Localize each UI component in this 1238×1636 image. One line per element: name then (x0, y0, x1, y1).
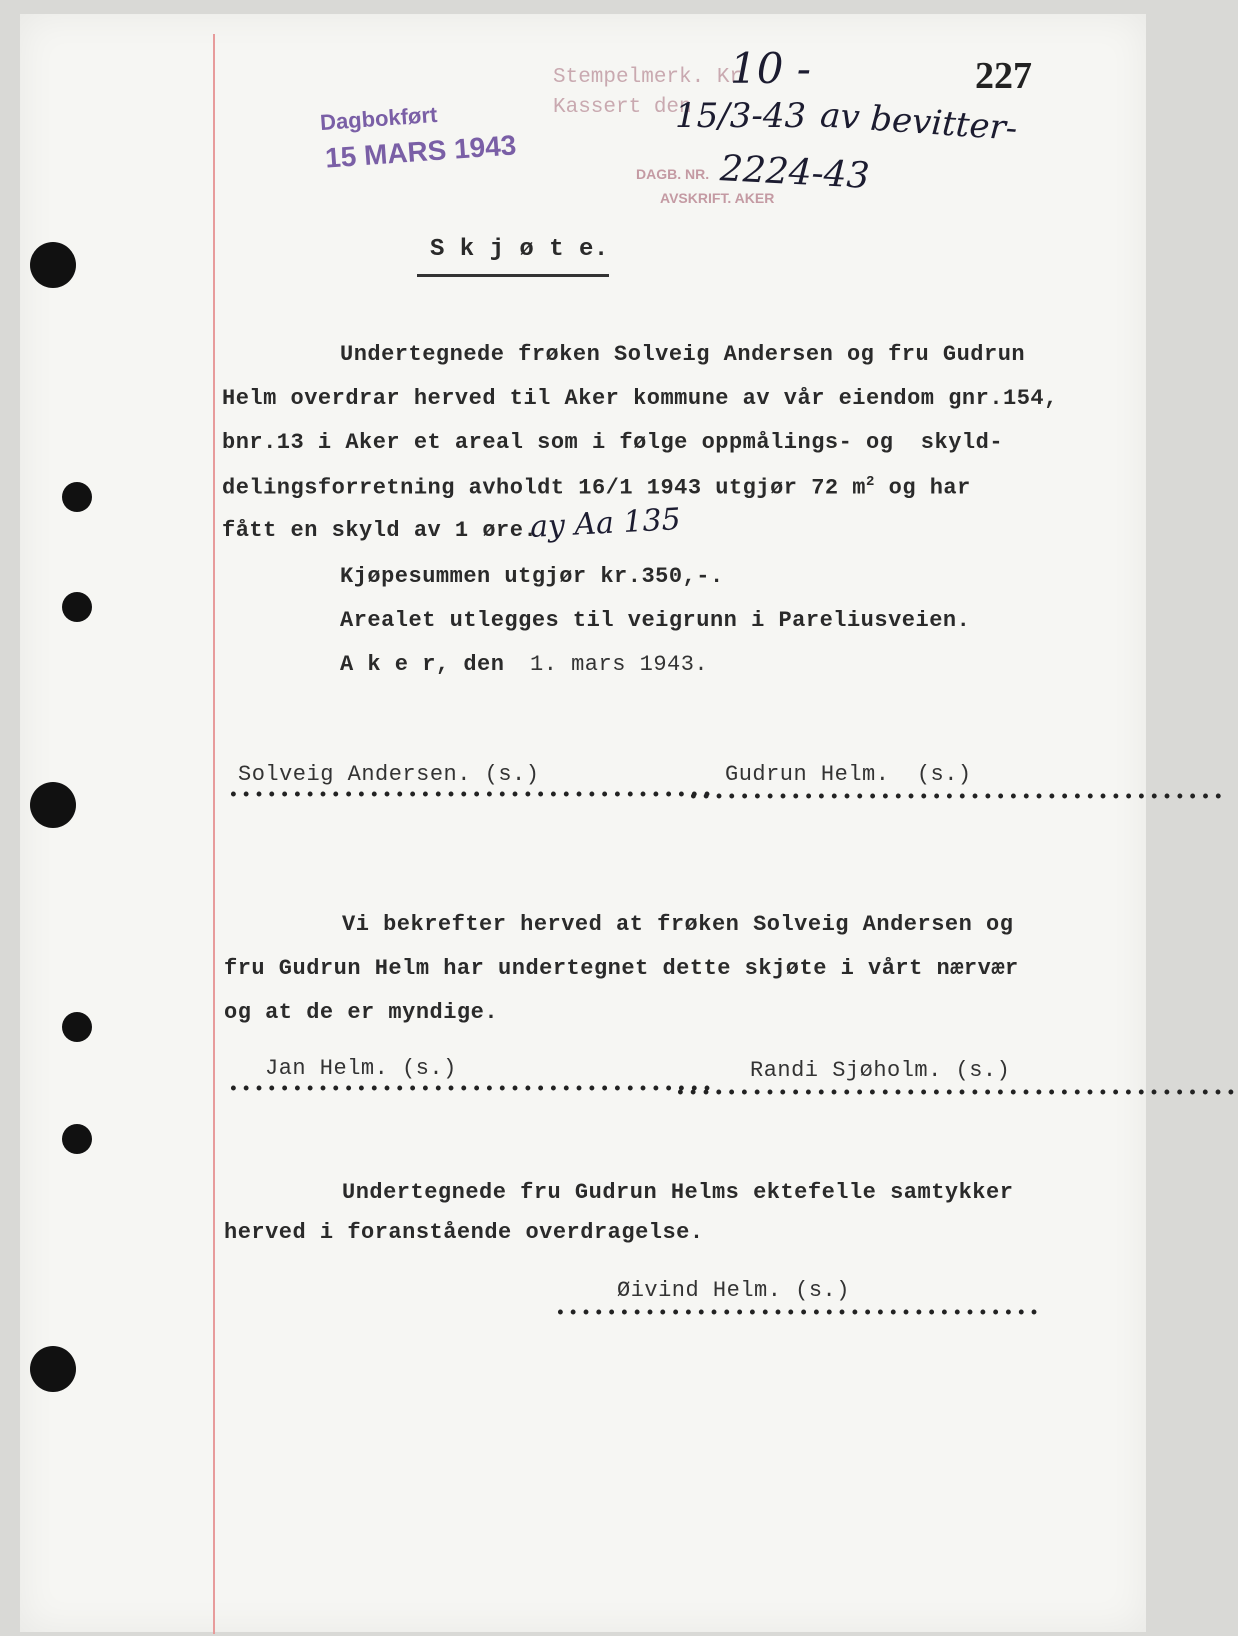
document-page (20, 14, 1238, 1632)
signature-gudrun: Gudrun Helm. (s.) (725, 762, 972, 787)
signature-dotted-line: •••••••••••••••••••••••••••••••••••••• (555, 1304, 1042, 1324)
place-label: A k e r, den (340, 652, 505, 677)
place-date: 1. mars 1943. (530, 652, 709, 677)
punch-hole (62, 482, 92, 512)
handwritten-date: 15/3-43 (675, 96, 807, 136)
paragraph2-line: Vi bekrefter herved at frøken Solveig Andersen og (342, 912, 1014, 937)
signature-solveig: Solveig Andersen. (s.) (238, 762, 540, 787)
dagb-nr-stamp: DAGB. NR. (636, 166, 710, 182)
avskrift-stamp: AVSKRIFT. AKER (660, 190, 775, 206)
signature-dotted-line: •••••••••••••••••••••••••••••••••••••• (228, 1080, 715, 1100)
price-line: Kjøpesummen utgjør kr.350,-. (340, 564, 724, 589)
signature-jan: Jan Helm. (s.) (265, 1056, 457, 1081)
punch-hole (62, 592, 92, 622)
area-text: delingsforretning avholdt 16/1 1943 utgjør 72 m (222, 475, 867, 501)
signature-dotted-line: •••••••••••••••••••••••••••••••••••••• (228, 786, 715, 806)
stempelmerk-line: Stempelmerk. Kr (553, 66, 743, 89)
handwritten-dagb-number: 2224-43 (719, 148, 871, 197)
kassert-line: Kassert den (553, 96, 692, 119)
paragraph3-line: Undertegnede fru Gudrun Helms ektefelle samtykker (342, 1180, 1014, 1205)
signature-randi: Randi Sjøholm. (s.) (750, 1058, 1011, 1083)
margin-line (213, 34, 215, 1634)
signature-dotted-line: •••••••••••••••••••••••••••••••••••••••••••• (675, 1084, 1238, 1104)
handwritten-inline-note: ay Aa 135 (529, 502, 682, 545)
punch-hole (62, 1124, 92, 1154)
area-suffix: og har (874, 475, 971, 501)
paragraph1-line: fått en skyld av 1 øre. (222, 518, 538, 543)
superscript: 2 (866, 474, 875, 490)
handwritten-note: av bevitter- (818, 95, 1019, 149)
punch-hole (30, 242, 76, 288)
paragraph3-line: herved i foranstående overdragelse. (224, 1220, 704, 1245)
purpose-line: Arealet utlegges til veigrunn i Pareliusveien. (340, 608, 971, 633)
punch-hole (62, 1012, 92, 1042)
punch-hole (30, 782, 76, 828)
punch-hole (30, 1346, 76, 1392)
dagbokfort-stamp-date: 15 MARS 1943 (324, 129, 518, 174)
title-underline (417, 274, 609, 277)
paragraph2-line: fru Gudrun Helm har undertegnet dette skjøte i vårt nærvær (224, 956, 1019, 981)
dagbokfort-stamp-label: Dagbokført (319, 101, 439, 136)
paragraph2-line: og at de er myndige. (224, 1000, 499, 1025)
signature-oivind: Øivind Helm. (s.) (617, 1278, 850, 1303)
paragraph1-line (222, 474, 971, 500)
signature-dotted-line: •••••••••••••••••••••••••••••••••••••••••• (688, 788, 1226, 808)
handwritten-amount: 10 - (730, 44, 811, 93)
document-title: S k j ø t e. (430, 236, 609, 263)
page-number: 227 (975, 55, 1032, 97)
paragraph1-line: Undertegnede frøken Solveig Andersen og fru Gudrun (340, 342, 1026, 367)
paragraph1-line: Helm overdrar herved til Aker kommune av vår eiendom gnr.154, (222, 386, 1058, 411)
paragraph1-line: bnr.13 i Aker et areal som i følge oppmålings- og skyld- (222, 430, 1004, 455)
